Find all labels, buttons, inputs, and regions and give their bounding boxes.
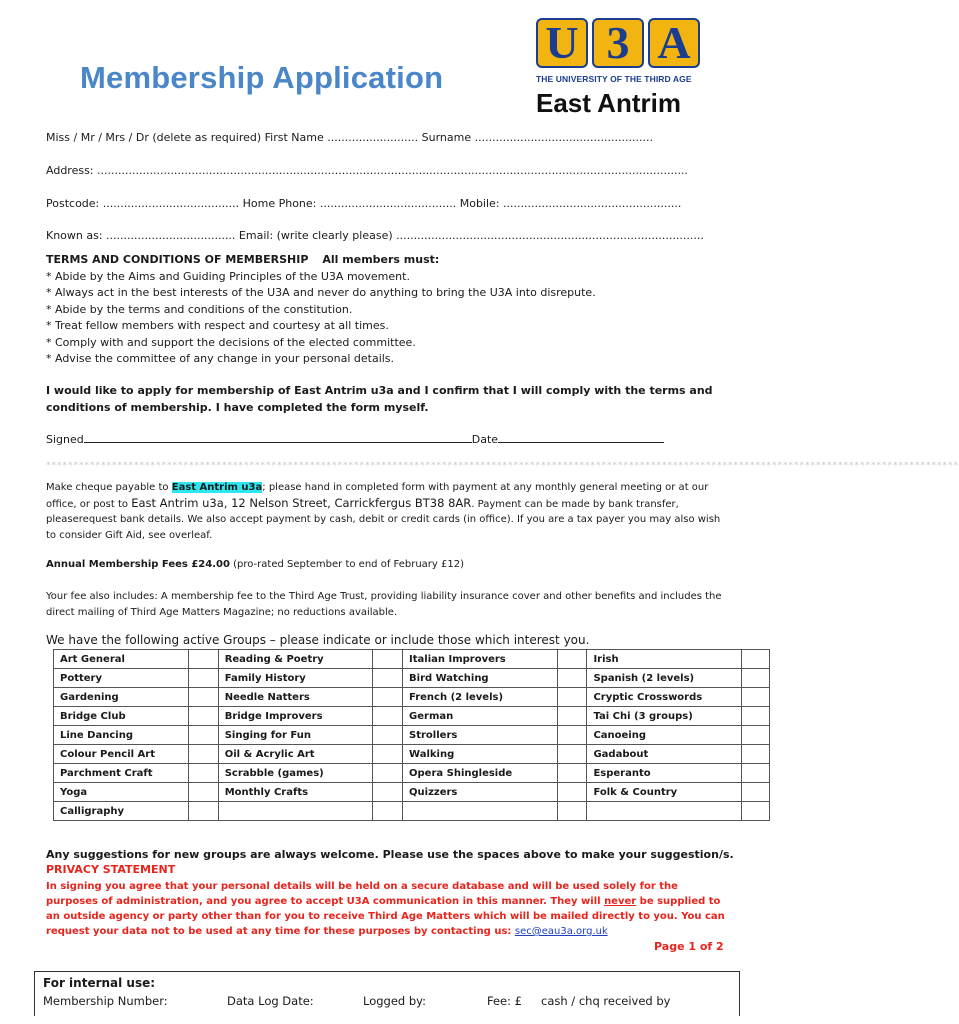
privacy-text-b: be supplied to an outside agency or party other than for you to receive Third Age Matters which will be mailed directly to you. You can request your data not to be used at any time for these purposes by contacting us:: [46, 896, 725, 937]
terms-item: * Abide by the terms and conditions of the constitution.: [46, 302, 353, 316]
group-checkbox[interactable]: [742, 745, 770, 764]
fees-note: (pro-rated September to end of February £12): [229, 559, 464, 570]
terms-heading-main: TERMS AND CONDITIONS OF MEMBERSHIP: [46, 253, 309, 266]
groups-table: [53, 649, 770, 821]
terms-item: * Always act in the best interests of the U3A and never do anything to bring the U3A into disrepute.: [46, 286, 596, 299]
group-name: [403, 802, 558, 821]
group-name: Italian Improvers: [403, 650, 558, 669]
groups-row: [54, 688, 770, 707]
fee-label: Fee: £: [487, 994, 522, 1008]
payment-instructions: [46, 480, 726, 543]
group-checkbox[interactable]: [557, 783, 587, 802]
group-name: Canoeing: [587, 726, 742, 745]
group-name: Gadabout: [587, 745, 742, 764]
terms-section: [46, 252, 596, 368]
logo-place: East Antrim: [536, 88, 681, 118]
terms-item: * Advise the committee of any change in your personal details.: [46, 352, 395, 365]
separator: **********************************************************************************************************************************************************************: [46, 461, 959, 471]
group-name: Spanish (2 levels): [587, 669, 742, 688]
group-checkbox[interactable]: [189, 669, 219, 688]
group-checkbox[interactable]: [373, 764, 403, 783]
internal-use-box: [34, 971, 740, 1016]
address-line[interactable]: Address: .........................................................................................................................................................................: [46, 164, 688, 177]
group-checkbox[interactable]: [557, 688, 587, 707]
group-name: Bridge Improvers: [218, 707, 373, 726]
group-checkbox[interactable]: [189, 650, 219, 669]
group-name: Gardening: [54, 688, 189, 707]
group-checkbox[interactable]: [557, 726, 587, 745]
terms-heading-suffix: All members must:: [322, 253, 440, 266]
payee-highlight: East Antrim u3a: [171, 482, 263, 493]
fee-includes: Your fee also includes: A membership fee to the Third Age Trust, providing liability insurance cover and other benefits and includes the direct mailing of Third Age Matters Magazine; no reductions available.: [46, 591, 722, 618]
terms-heading: [46, 252, 596, 269]
group-name: Strollers: [403, 726, 558, 745]
group-name: Opera Shingleside: [403, 764, 558, 783]
privacy-statement: [46, 879, 726, 939]
group-name: Walking: [403, 745, 558, 764]
page-title: Membership Application: [80, 60, 444, 95]
signed-label: Signed: [46, 433, 84, 446]
group-checkbox[interactable]: [373, 783, 403, 802]
group-checkbox[interactable]: [557, 745, 587, 764]
group-name: Esperanto: [587, 764, 742, 783]
logged-by-label: Logged by:: [363, 994, 427, 1008]
membership-number-label: Membership Number:: [43, 994, 168, 1008]
group-name: Reading & Poetry: [218, 650, 373, 669]
name-line[interactable]: Miss / Mr / Mrs / Dr (delete as required) First Name .......................... Surname ...................................................: [46, 131, 653, 144]
logo-subtitle: THE UNIVERSITY OF THE THIRD AGE: [536, 74, 692, 84]
group-name: Family History: [218, 669, 373, 688]
payment-mid: ; please hand in completed form with payment at any monthly general meeting or at our office, or post to: [46, 482, 709, 510]
group-name: Folk & Country: [587, 783, 742, 802]
group-name: Singing for Fun: [218, 726, 373, 745]
group-name: Art General: [54, 650, 189, 669]
logo-letter-u: U: [536, 18, 588, 68]
group-name: Bridge Club: [54, 707, 189, 726]
logo-letter-3: 3: [592, 18, 644, 68]
group-name: [218, 802, 373, 821]
group-name: Tai Chi (3 groups): [587, 707, 742, 726]
group-checkbox[interactable]: [557, 764, 587, 783]
group-name: Colour Pencil Art: [54, 745, 189, 764]
group-checkbox[interactable]: [189, 745, 219, 764]
logo-tiles: [536, 18, 736, 68]
fees-label: Annual Membership Fees £24.00: [46, 559, 230, 570]
payment-prefix: Make cheque payable to: [46, 482, 172, 493]
group-checkbox[interactable]: [742, 707, 770, 726]
logo-letter-a: A: [648, 18, 700, 68]
group-name: Quizzers: [403, 783, 558, 802]
internal-heading: For internal use:: [43, 976, 156, 990]
signed-field[interactable]: [84, 431, 472, 443]
group-checkbox[interactable]: [742, 688, 770, 707]
data-log-date-label: Data Log Date:: [227, 994, 314, 1008]
group-checkbox[interactable]: [373, 669, 403, 688]
privacy-never: never: [604, 896, 637, 907]
group-checkbox[interactable]: [189, 726, 219, 745]
group-checkbox[interactable]: [557, 707, 587, 726]
group-checkbox[interactable]: [373, 688, 403, 707]
groups-row: [54, 764, 770, 783]
page-number: Page 1 of 2: [654, 940, 724, 953]
group-name: Calligraphy: [54, 802, 189, 821]
groups-row: [54, 745, 770, 764]
group-checkbox[interactable]: [373, 745, 403, 764]
group-checkbox[interactable]: [189, 802, 219, 821]
group-checkbox[interactable]: [373, 650, 403, 669]
group-name: Yoga: [54, 783, 189, 802]
group-name: Scrabble (games): [218, 764, 373, 783]
group-name: Parchment Craft: [54, 764, 189, 783]
privacy-text-a: In signing you agree that your personal details will be held on a secure database and will be used solely for the purposes of administration, and you agree to accept U3A communication in this manner. They will: [46, 881, 678, 907]
terms-item: * Treat fellow members with respect and courtesy at all times.: [46, 319, 389, 332]
group-checkbox[interactable]: [557, 669, 587, 688]
group-name: German: [403, 707, 558, 726]
groups-row: [54, 783, 770, 802]
groups-row: [54, 707, 770, 726]
signature-row: [46, 431, 664, 446]
group-name: Bird Watching: [403, 669, 558, 688]
group-checkbox[interactable]: [742, 802, 770, 821]
group-checkbox[interactable]: [189, 783, 219, 802]
group-checkbox[interactable]: [373, 707, 403, 726]
group-name: Needle Natters: [218, 688, 373, 707]
cash-chq-label: cash / chq received by: [541, 994, 671, 1008]
postcode-phone-line[interactable]: Postcode: ....................................... Home Phone: ....................................... Mobile: ...................................................: [46, 197, 682, 210]
groups-row: [54, 802, 770, 821]
privacy-heading: PRIVACY STATEMENT: [46, 863, 176, 876]
group-checkbox[interactable]: [189, 764, 219, 783]
group-checkbox[interactable]: [742, 669, 770, 688]
group-checkbox[interactable]: [373, 802, 403, 821]
group-name: Oil & Acrylic Art: [218, 745, 373, 764]
group-name: Pottery: [54, 669, 189, 688]
group-name: Line Dancing: [54, 726, 189, 745]
group-checkbox[interactable]: [557, 650, 587, 669]
group-name: [587, 802, 742, 821]
privacy-email-link[interactable]: sec@eau3a.org.uk: [514, 926, 608, 937]
confirmation-statement: I would like to apply for membership of East Antrim u3a and I confirm that I will comply with the terms and conditions of membership. I have completed the form myself.: [46, 384, 713, 414]
group-checkbox[interactable]: [189, 688, 219, 707]
groups-heading: We have the following active Groups – please indicate or include those which interest you.: [46, 633, 590, 647]
group-checkbox[interactable]: [373, 726, 403, 745]
terms-item: * Abide by the Aims and Guiding Principles of the U3A movement.: [46, 269, 410, 283]
known-as-email-line[interactable]: Known as: ..................................... Email: (write clearly please) ........................................................................................: [46, 229, 704, 242]
group-checkbox[interactable]: [189, 707, 219, 726]
postal-address: East Antrim u3a, 12 Nelson Street, Carrickfergus BT38 8AR: [131, 495, 472, 510]
date-field[interactable]: [498, 431, 664, 443]
suggestions-note: Any suggestions for new groups are always welcome. Please use the spaces above to make your suggestion/s.: [46, 848, 734, 861]
payment-rest: . Payment can be made by bank transfer, pleaserequest bank details. We also accept payment by cash, debit or credit cards (in office). If you are a tax payer you may also wish to consider Gift Aid, see overleaf.: [46, 498, 721, 541]
group-checkbox[interactable]: [557, 802, 587, 821]
group-checkbox[interactable]: [742, 764, 770, 783]
fees-line: [46, 557, 726, 573]
groups-row: [54, 650, 770, 669]
group-name: Cryptic Crosswords: [587, 688, 742, 707]
group-name: Monthly Crafts: [218, 783, 373, 802]
u3a-logo: [536, 18, 736, 128]
group-checkbox[interactable]: [742, 783, 770, 802]
groups-row: [54, 726, 770, 745]
groups-row: [54, 669, 770, 688]
terms-item: * Comply with and support the decisions of the elected committee.: [46, 335, 416, 349]
group-name: French (2 levels): [403, 688, 558, 707]
group-checkbox[interactable]: [742, 726, 770, 745]
date-label: Date: [471, 433, 499, 446]
group-name: Irish: [587, 650, 742, 669]
group-checkbox[interactable]: [742, 650, 770, 669]
